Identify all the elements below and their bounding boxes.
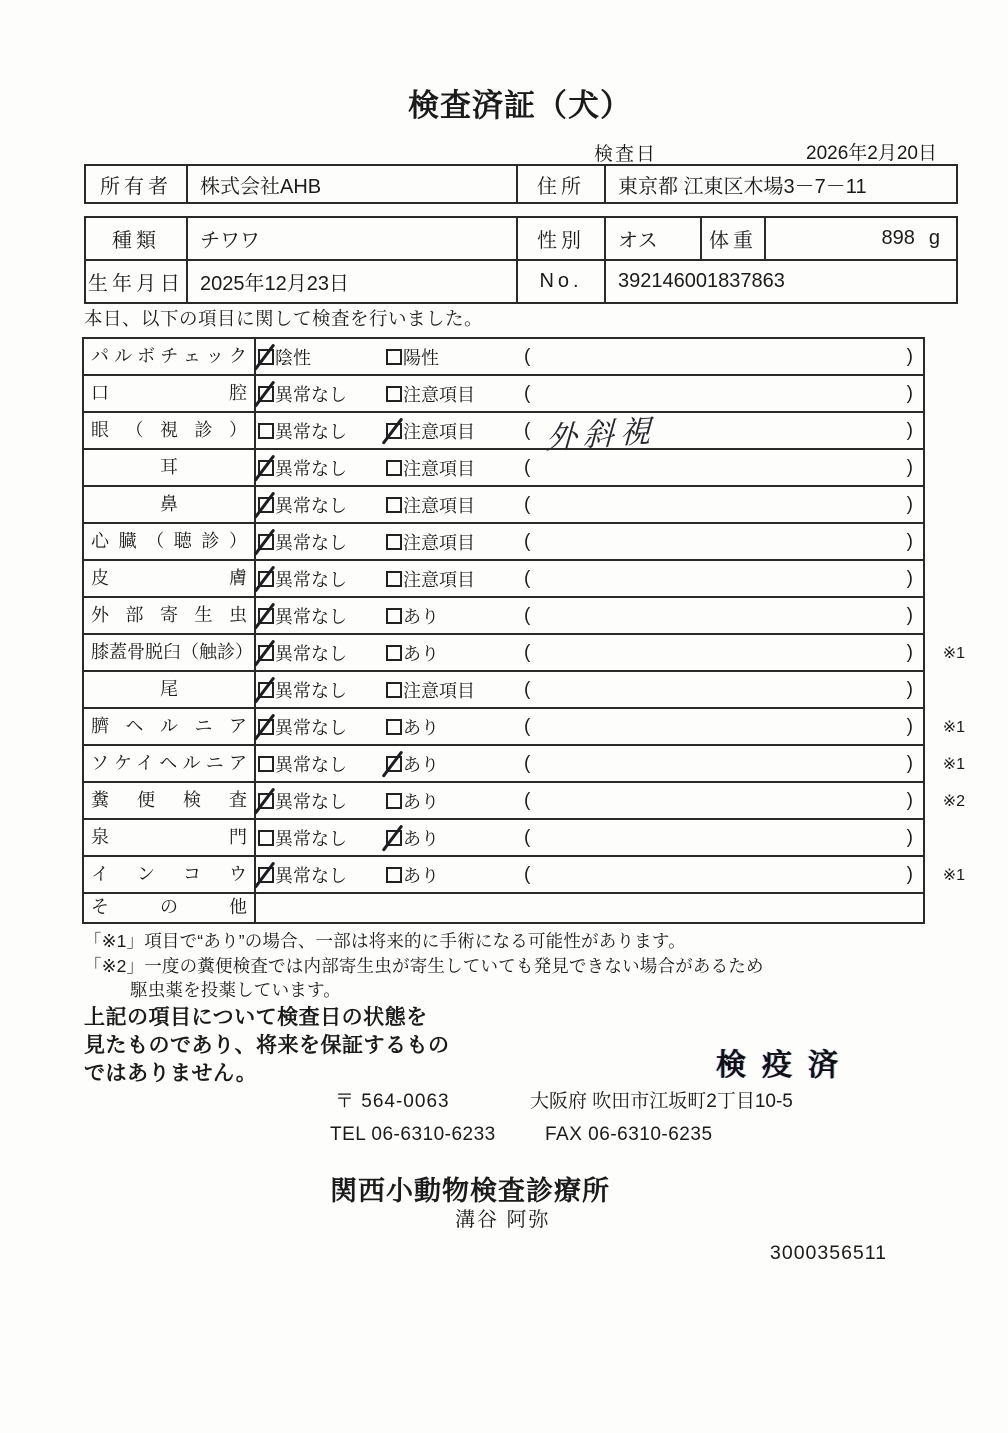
comment-paren-close: ): [906, 567, 913, 589]
comment-paren-open: (: [524, 863, 531, 885]
comment-paren-close: ): [906, 456, 913, 478]
checkbox-unchecked-icon: [386, 645, 402, 661]
pet-weight-cell: [766, 218, 956, 259]
checklist-row-body: [256, 450, 923, 485]
comment-paren-close: ): [906, 604, 913, 626]
checklist-item-label: 膝蓋骨脱臼（触診）: [84, 635, 256, 670]
owner-address-value: 東京都 江東区木場3－7－11: [618, 175, 867, 198]
disclaimer-line-2: 見たものであり、将来を保証するもの: [84, 1034, 450, 1057]
comment-paren-close: ): [906, 345, 913, 367]
serial-number: 3000356511: [770, 1242, 888, 1264]
checkbox-option: [258, 339, 311, 374]
checkbox-option: [386, 746, 439, 781]
footnote-1: 「※1」項目で“あり”の場合、一部は将来的に手術になる可能性があります。: [84, 931, 686, 951]
checklist-row-body: [256, 561, 923, 596]
checkbox-checked-icon: [258, 386, 274, 402]
pet-sex-value: オス: [606, 218, 702, 259]
checkbox-checked-icon: [258, 645, 274, 661]
handwritten-checkmark-icon: [254, 713, 275, 740]
intro-text: 本日、以下の項目に関して検査を行いました。: [84, 308, 484, 329]
comment-paren-open: (: [524, 715, 531, 737]
checklist-item-label: 口腔: [84, 376, 256, 411]
checklist-row: [84, 376, 923, 413]
checklist-item-label: 耳: [84, 450, 256, 485]
checkbox-option: [386, 561, 475, 596]
checklist-row-body: [256, 598, 923, 633]
comment-paren-close: ): [906, 789, 913, 811]
checklist-table: [82, 337, 965, 924]
handwritten-checkmark-icon: [254, 639, 275, 666]
checklist-item-label: 眼（視診）: [84, 413, 256, 448]
checkbox-unchecked-icon: [258, 756, 274, 772]
handwritten-checkmark-icon: [382, 750, 403, 777]
checkbox-option: [386, 598, 439, 633]
checklist-item-label: その他: [84, 894, 256, 922]
checkbox-unchecked-icon: [386, 386, 402, 402]
reference-note-marker: ※1: [942, 755, 965, 773]
checkbox-option-label: あり: [403, 865, 439, 886]
comment-paren-open: (: [524, 678, 531, 700]
checkbox-option-label: 注意項目: [403, 680, 475, 701]
comment-paren-open: (: [524, 493, 531, 515]
pet-birth-label: 生年月日: [86, 261, 188, 302]
handwritten-checkmark-icon: [254, 787, 275, 814]
checkbox-option: [386, 339, 439, 374]
exam-date-label: 検査日: [594, 144, 658, 165]
checkbox-option: [258, 746, 347, 781]
checkbox-unchecked-icon: [386, 682, 402, 698]
checkbox-option: [386, 524, 475, 559]
checkbox-unchecked-icon: [258, 423, 274, 439]
clinic-fax: FAX 06-6310-6235: [545, 1124, 713, 1145]
checkbox-option-label: 異常なし: [275, 495, 347, 516]
checkbox-option-label: 異常なし: [275, 680, 347, 701]
clinic-tel: TEL 06-6310-6233: [330, 1124, 496, 1145]
checkbox-unchecked-icon: [258, 830, 274, 846]
handwritten-checkmark-icon: [254, 602, 275, 629]
checklist-row-body: [256, 783, 965, 818]
comment-paren-close: ): [906, 382, 913, 404]
checkbox-option: [386, 635, 439, 670]
handwritten-checkmark-icon: [254, 343, 275, 370]
checklist-row-body: [256, 820, 923, 855]
checklist-row: [84, 339, 923, 376]
handwritten-checkmark-icon: [254, 861, 275, 888]
checklist-row: [84, 820, 923, 857]
comment-paren-close: ): [906, 419, 913, 441]
checklist-row: [84, 487, 923, 524]
clinic-postal-code: 〒 564-0063: [335, 1091, 450, 1112]
checkbox-checked-icon: [258, 793, 274, 809]
checkbox-option: [258, 635, 347, 670]
checkbox-option: [258, 376, 347, 411]
checkbox-option-label: 異常なし: [275, 532, 347, 553]
checkbox-checked-icon: [258, 349, 274, 365]
pet-type-value: チワワ: [188, 218, 518, 259]
checklist-row-body: [256, 709, 965, 744]
checklist-item-label: 外部寄生虫: [84, 598, 256, 633]
owner-value: 株式会社AHB: [188, 166, 518, 202]
checklist-item-label: パルボチェック: [84, 339, 256, 374]
comment-paren-open: (: [524, 382, 531, 404]
pet-type-label: 種類: [86, 218, 188, 259]
checkbox-option-label: 異常なし: [275, 791, 347, 812]
reference-note-marker: ※1: [942, 718, 965, 736]
checklist-row: [84, 672, 923, 709]
pet-no-value: 392146001837863: [618, 270, 785, 292]
comment-paren-open: (: [524, 419, 531, 441]
pet-no-label: No.: [518, 261, 606, 302]
comment-paren-open: (: [524, 752, 531, 774]
checklist-row: [84, 783, 965, 820]
checkbox-unchecked-icon: [386, 349, 402, 365]
checkbox-option-label: 陰性: [275, 347, 311, 368]
checkbox-option: [258, 524, 347, 559]
checkbox-option: [386, 376, 475, 411]
checkbox-option-label: 注意項目: [403, 421, 475, 442]
checklist-item-label: 皮膚: [84, 561, 256, 596]
checkbox-option-label: 注意項目: [403, 458, 475, 479]
checkbox-option-label: 異常なし: [275, 865, 347, 886]
checklist-item-label: 鼻: [84, 487, 256, 522]
comment-paren-close: ): [906, 826, 913, 848]
comment-paren-open: (: [524, 641, 531, 663]
checkbox-option-label: 異常なし: [275, 569, 347, 590]
checkbox-option: [258, 783, 347, 818]
checkbox-checked-icon: [258, 867, 274, 883]
checklist-row: [84, 561, 923, 598]
handwritten-checkmark-icon: [254, 491, 275, 518]
checklist-row: [84, 894, 923, 922]
checkbox-option: [386, 672, 475, 707]
comment-paren-open: (: [524, 826, 531, 848]
checkbox-checked-icon: [258, 460, 274, 476]
disclaimer-line-3: ではありません。: [84, 1062, 258, 1085]
checklist-row: [84, 524, 923, 561]
comment-paren-close: ): [906, 678, 913, 700]
checkbox-unchecked-icon: [386, 867, 402, 883]
checkbox-checked-icon: [258, 719, 274, 735]
owner-table: [84, 164, 958, 204]
comment-paren-open: (: [524, 789, 531, 811]
checkbox-option-label: あり: [403, 828, 439, 849]
checkbox-option: [258, 709, 347, 744]
checkbox-option-label: 異常なし: [275, 458, 347, 479]
checkbox-checked-icon: [258, 571, 274, 587]
disclaimer-statement: [84, 1004, 450, 1088]
checklist-row: [84, 746, 965, 783]
checklist-item-label: 心臓（聴診）: [84, 524, 256, 559]
checkbox-option: [258, 820, 347, 855]
checkbox-option: [386, 413, 475, 448]
checkbox-option-label: あり: [403, 717, 439, 738]
pet-sex-label: 性別: [518, 218, 606, 259]
checkbox-unchecked-icon: [386, 571, 402, 587]
checkbox-option-label: 異常なし: [275, 828, 347, 849]
comment-paren-open: (: [524, 604, 531, 626]
comment-paren-open: (: [524, 530, 531, 552]
checkbox-option-label: 注意項目: [403, 569, 475, 590]
footnote-2: 「※2」一度の糞便検査では内部寄生虫が寄生していても発見できない場合があるため: [84, 956, 764, 976]
checklist-item-label: インコウ: [84, 857, 256, 892]
checkbox-option: [386, 709, 439, 744]
comment-paren-close: ): [906, 752, 913, 774]
checkbox-option-label: 異常なし: [275, 421, 347, 442]
checkbox-option-label: あり: [403, 606, 439, 627]
comment-paren-open: (: [524, 456, 531, 478]
handwritten-checkmark-icon: [254, 565, 275, 592]
checkbox-checked-icon: [386, 756, 402, 772]
checkbox-checked-icon: [386, 423, 402, 439]
checklist-item-label: 糞便検査: [84, 783, 256, 818]
checklist-row: [84, 413, 923, 456]
checkbox-option-label: 注意項目: [403, 532, 475, 553]
checkbox-option-label: あり: [403, 643, 439, 664]
reference-note-marker: ※1: [942, 644, 965, 662]
checklist-row: [84, 635, 965, 672]
checkbox-option-label: 注意項目: [403, 495, 475, 516]
pet-birth-value: 2025年12月23日: [188, 261, 518, 302]
checkbox-unchecked-icon: [386, 497, 402, 513]
checklist-row-body: [256, 894, 923, 922]
checklist-row-body: [256, 857, 965, 892]
disclaimer-line-1: 上記の項目について検査日の状態を: [84, 1006, 428, 1029]
clinic-address: 大阪府 吹田市江坂町2丁目10-5: [530, 1091, 793, 1112]
checkbox-option: [386, 487, 475, 522]
checklist-row: [84, 709, 965, 746]
handwritten-checkmark-icon: [382, 417, 403, 444]
comment-paren-close: ): [906, 493, 913, 515]
comment-paren-open: (: [524, 345, 531, 367]
checklist-row-body: [256, 635, 965, 670]
checkbox-option: [258, 857, 347, 892]
checklist-row-body: [256, 672, 923, 707]
checklist-row-body: [256, 339, 923, 374]
comment-paren-close: ): [906, 641, 913, 663]
checklist-row-body: [256, 376, 923, 411]
checkbox-option-label: あり: [403, 754, 439, 775]
checkbox-option-label: 陽性: [403, 347, 439, 368]
comment-paren-close: ): [906, 863, 913, 885]
owner-address-label: 住所: [518, 166, 606, 202]
checklist-item-label: ソケイヘルニア: [84, 746, 256, 781]
checkbox-checked-icon: [258, 682, 274, 698]
handwritten-checkmark-icon: [382, 824, 403, 851]
comment-paren-open: (: [524, 567, 531, 589]
comment-paren-close: ): [906, 530, 913, 552]
reference-note-marker: ※1: [942, 866, 965, 884]
pet-weight-unit: g: [928, 227, 940, 249]
checklist-row-body: [256, 524, 923, 559]
checklist-row-body: [256, 413, 923, 456]
handwritten-checkmark-icon: [254, 676, 275, 703]
checklist-row: [84, 857, 965, 894]
handwritten-checkmark-icon: [254, 454, 275, 481]
quarantine-stamp: 検疫済: [716, 1049, 854, 1082]
checkbox-unchecked-icon: [386, 534, 402, 550]
handwritten-checkmark-icon: [254, 380, 275, 407]
checklist-item-label: 泉門: [84, 820, 256, 855]
checkbox-option: [258, 450, 347, 485]
pet-table: [84, 216, 958, 304]
checkbox-option: [386, 450, 475, 485]
checkbox-option: [386, 857, 439, 892]
checkbox-option: [258, 413, 347, 448]
checkbox-checked-icon: [258, 497, 274, 513]
handwritten-comment: 外斜視: [545, 413, 658, 456]
pet-weight-label: 体重: [702, 218, 766, 259]
checkbox-option: [258, 561, 347, 596]
checkbox-option-label: 異常なし: [275, 384, 347, 405]
checkbox-checked-icon: [386, 830, 402, 846]
checkbox-unchecked-icon: [386, 608, 402, 624]
veterinarian-name: 溝谷 阿弥: [455, 1209, 551, 1231]
checkbox-option: [386, 820, 439, 855]
exam-date-value: 2026年2月20日: [806, 143, 937, 164]
checkbox-option-label: 異常なし: [275, 754, 347, 775]
checkbox-unchecked-icon: [386, 793, 402, 809]
handwritten-checkmark-icon: [254, 528, 275, 555]
reference-note-marker: ※2: [942, 792, 965, 810]
checklist-row-body: [256, 487, 923, 522]
clinic-name: 関西小動物検査診療所: [330, 1176, 610, 1206]
comment-paren-close: ): [906, 715, 913, 737]
checklist-item-label: 臍ヘルニア: [84, 709, 256, 744]
checkbox-unchecked-icon: [386, 719, 402, 735]
checkbox-option: [258, 487, 347, 522]
checkbox-option-label: 注意項目: [403, 384, 475, 405]
checklist-item-label: 尾: [84, 672, 256, 707]
checklist-row: [84, 598, 923, 635]
checkbox-option-label: 異常なし: [275, 717, 347, 738]
checkbox-option: [258, 672, 347, 707]
checkbox-option-label: あり: [403, 791, 439, 812]
checkbox-unchecked-icon: [386, 460, 402, 476]
page-title: 検査済証（犬）: [408, 88, 632, 123]
checkbox-option-label: 異常なし: [275, 606, 347, 627]
checkbox-option-label: 異常なし: [275, 643, 347, 664]
checkbox-option: [258, 598, 347, 633]
owner-label: 所有者: [86, 166, 188, 202]
footnote-2-continued: 駆虫薬を投薬しています。: [130, 980, 341, 1000]
checklist-row: [84, 450, 923, 487]
checkbox-checked-icon: [258, 534, 274, 550]
checkbox-option: [386, 783, 439, 818]
checkbox-checked-icon: [258, 608, 274, 624]
checklist-row-body: [256, 746, 965, 781]
pet-weight-value: 898: [881, 227, 915, 249]
